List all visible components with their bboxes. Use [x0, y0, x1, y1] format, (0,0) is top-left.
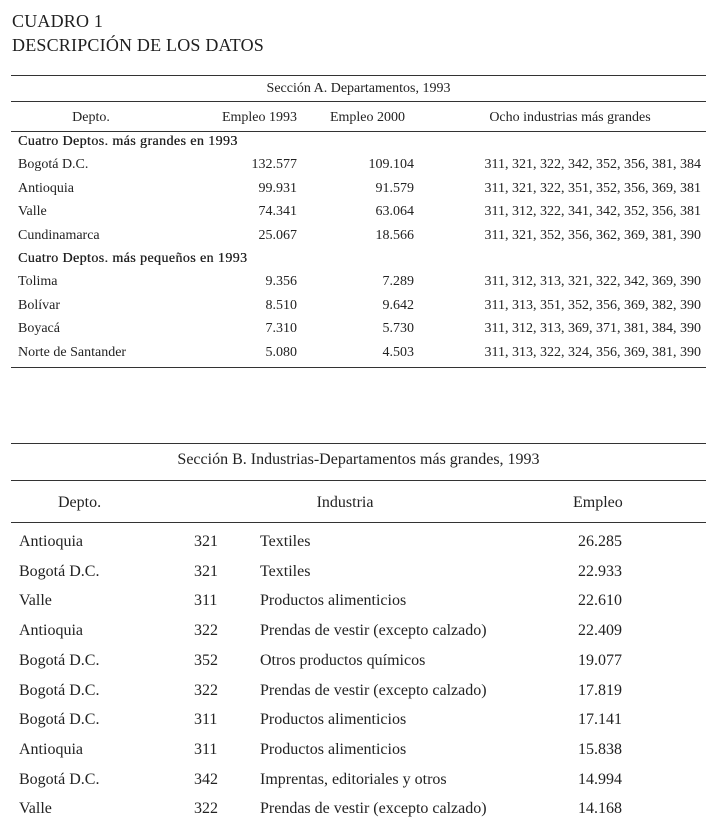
industry-code-cell: 321 [194, 533, 218, 550]
section-a-header-industrias: Ocho industrias más grandes [489, 110, 651, 125]
empleo-1993-cell: 132.577 [251, 157, 297, 173]
depto-cell: Bogotá D.C. [19, 681, 100, 699]
industria-cell: Imprentas, editoriales y otros [260, 770, 447, 788]
empleo-1993-cell: 74.341 [258, 204, 297, 220]
industry-code-cell: 311 [194, 592, 218, 610]
industry-code-cell: 342 [194, 770, 218, 788]
empleo-cell: 14.994 [578, 770, 622, 788]
industry-code-cell: 352 [194, 651, 218, 669]
depto-cell: Bogotá D.C. [18, 157, 89, 173]
industria-cell: Productos alimenticios [260, 592, 407, 610]
section-b-header-rule [11, 522, 706, 523]
empleo-2000-cell: 91.579 [375, 180, 414, 196]
depto-cell: Valle [19, 592, 52, 610]
industria-cell: Prendas de vestir (excepto calzado) [260, 800, 487, 818]
industry-code-cell: 321 [194, 562, 218, 580]
section-b-header-depto: Depto. [58, 494, 102, 511]
empleo-1993-cell: 8.510 [265, 297, 297, 313]
industrias-cell: 311, 321, 322, 342, 352, 356, 381, 384 [484, 157, 701, 173]
industria-cell: Textiles [260, 533, 311, 550]
empleo-cell: 22.610 [578, 592, 622, 610]
empleo-2000-cell: 7.289 [382, 274, 414, 290]
section-a-header-rule [11, 131, 706, 132]
industrias-cell: 311, 313, 322, 324, 356, 369, 381, 390 [484, 344, 701, 360]
empleo-cell: 15.838 [578, 740, 622, 758]
empleo-2000-cell: 18.566 [375, 227, 414, 243]
depto-cell: Bogotá D.C. [19, 770, 100, 788]
empleo-cell: 22.409 [578, 622, 622, 640]
section-a-title-rule [11, 101, 706, 102]
section-b-title: Sección B. Industrias-Departamentos más grandes, 1993 [177, 451, 540, 468]
empleo-cell: 26.285 [578, 533, 622, 550]
empleo-1993-cell: 99.931 [258, 180, 297, 196]
section-a-top-rule [11, 75, 706, 76]
industria-cell: Prendas de vestir (excepto calzado) [260, 622, 487, 640]
depto-cell: Valle [19, 800, 52, 818]
industrias-cell: 311, 321, 322, 351, 352, 356, 369, 381 [484, 180, 701, 196]
empleo-cell: 22.933 [578, 562, 622, 580]
industry-code-cell: 322 [194, 681, 218, 699]
empleo-1993-cell: 7.310 [265, 321, 297, 337]
empleo-cell: 17.141 [578, 711, 622, 729]
depto-cell: Antioquia [19, 740, 83, 758]
depto-cell: Bolívar [18, 297, 60, 313]
table-number: CUADRO 1 [12, 11, 104, 31]
industrias-cell: 311, 312, 313, 369, 371, 381, 384, 390 [484, 321, 701, 337]
industria-cell: Productos alimenticios [260, 740, 407, 758]
section-a-bottom-rule [11, 367, 706, 368]
depto-cell: Bogotá D.C. [19, 711, 100, 729]
depto-cell: Boyacá [18, 321, 60, 337]
depto-cell: Norte de Santander [18, 344, 127, 360]
industry-code-cell: 311 [194, 740, 218, 758]
section-a-header-depto: Depto. [72, 110, 110, 125]
depto-cell: Tolima [18, 274, 58, 290]
empleo-1993-cell: 5.080 [265, 344, 297, 360]
industria-cell: Textiles [260, 562, 311, 580]
industry-code-cell: 311 [194, 711, 218, 729]
depto-cell: Antioquia [19, 622, 83, 640]
industry-code-cell: 322 [194, 622, 218, 640]
industria-cell: Productos alimenticios [260, 711, 407, 729]
empleo-2000-cell: 9.642 [382, 297, 414, 313]
empleo-2000-cell: 109.104 [368, 157, 414, 173]
section-b-title-rule [11, 480, 706, 481]
depto-cell: Bogotá D.C. [19, 651, 100, 669]
table-title: DESCRIPCIÓN DE LOS DATOS [12, 35, 265, 55]
section-a-header-empleo-2000: Empleo 2000 [329, 110, 405, 125]
depto-cell: Antioquia [18, 180, 74, 196]
empleo-cell: 19.077 [578, 651, 622, 669]
empleo-1993-cell: 9.356 [265, 274, 297, 290]
industrias-cell: 311, 313, 351, 352, 356, 369, 382, 390 [484, 297, 701, 313]
industria-cell: Otros productos químicos [260, 651, 426, 669]
depto-cell: Valle [18, 204, 47, 220]
empleo-1993-cell: 25.067 [258, 227, 297, 243]
empleo-2000-cell: 63.064 [375, 204, 414, 220]
depto-cell: Cundinamarca [18, 227, 100, 243]
section-a-header-empleo-1993: Empleo 1993 [221, 110, 297, 125]
section-b-header-industria: Industria [316, 494, 374, 511]
depto-cell: Bogotá D.C. [19, 562, 100, 580]
section-b-header-empleo: Empleo [573, 494, 623, 511]
section-a-title: Sección A. Departamentos, 1993 [266, 81, 451, 96]
section-b-top-rule [11, 443, 706, 444]
group-label: Cuatro Deptos. más grandes en 1993 [18, 134, 238, 149]
industrias-cell: 311, 312, 313, 321, 322, 342, 369, 390 [484, 274, 701, 290]
industrias-cell: 311, 321, 352, 356, 362, 369, 381, 390 [484, 227, 701, 243]
group-label: Cuatro Deptos. más pequeños en 1993 [18, 251, 248, 266]
empleo-2000-cell: 4.503 [382, 344, 414, 360]
depto-cell: Antioquia [19, 533, 83, 550]
empleo-2000-cell: 5.730 [382, 321, 414, 337]
empleo-cell: 14.168 [578, 800, 622, 818]
empleo-cell: 17.819 [578, 681, 622, 699]
industria-cell: Prendas de vestir (excepto calzado) [260, 681, 487, 699]
industrias-cell: 311, 312, 322, 341, 342, 352, 356, 381 [484, 204, 701, 220]
industry-code-cell: 322 [194, 800, 218, 818]
